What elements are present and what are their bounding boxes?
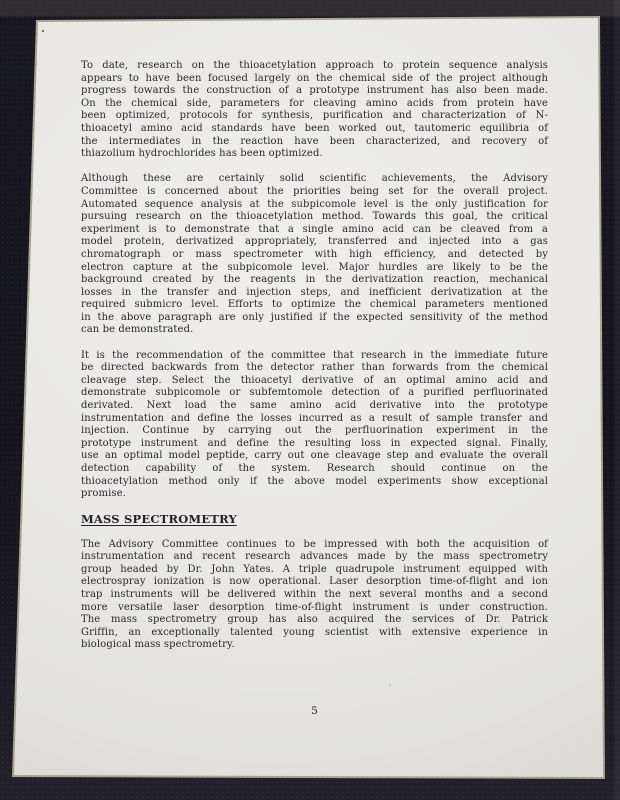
backdrop-edge-highlight: [614, 0, 620, 800]
text-line: been optimized, protocols for synthesis, purification and characterization of N-: [81, 110, 548, 122]
text-line: electron capture at the subpicomole level. Major hurdles are likely to be the: [81, 261, 548, 273]
text-line: appears to have been focused largely on the chemical side of the project although: [81, 72, 548, 84]
text-line: Committee is concerned about the priorities being set for the overall project.: [81, 185, 548, 197]
text-line: losses in the transfer and injection steps, and inefficient derivatization at the: [81, 286, 548, 298]
text-line: thiazolium hydrochlorides has been optimized.: [81, 148, 323, 160]
text-line: be directed backwards from the detector rather than forwards from the chemical: [81, 362, 548, 374]
text-line: group headed by Dr. John Yates. A triple quadrupole instrument equipped with: [81, 563, 548, 575]
text-line: instrumentation and recent research advances made by the mass spectrometry: [81, 551, 548, 563]
text-line: use an optimal model peptide, carry out one cleavage step and evaluate the overall: [81, 450, 548, 462]
text-line: derivated. Next load the same amino acid derivative into the prototype: [81, 400, 548, 412]
text-line: electrospray ionization is now operational. Laser desorption time-of-flight and ion: [81, 576, 548, 588]
text-line: cleavage step. Select the thioacetyl derivative of an optimal amino acid and: [81, 374, 548, 386]
text-line: biological mass spectrometry.: [81, 639, 235, 651]
text-line: background created by the reagents in the derivatization reaction, mechanical: [81, 274, 548, 286]
text-line: experiment is to demonstrate that a single amino acid can be cleaved from a: [81, 223, 548, 235]
text-line: On the chemical side, parameters for cleaving amino acids from protein have: [81, 97, 548, 109]
text-line: injection. Continue by carrying out the perfluorination experiment in the: [81, 425, 548, 437]
paragraph-advisory-concerns: [81, 173, 548, 337]
paragraph-mass-spectrometry-group: [81, 539, 548, 652]
text-line: It is the recommendation of the committee that research in the immediate future: [81, 349, 548, 361]
paper-speck: [42, 30, 44, 32]
text-line: trap instruments will be delivered within the next several months and a second: [81, 588, 548, 600]
text-line: promise.: [81, 488, 126, 500]
paper-speck: [389, 684, 391, 686]
text-line: prototype instrument and define the resulting loss in expected signal. Finally,: [81, 437, 548, 449]
text-line: Although these are certainly solid scientific achievements, the Advisory: [81, 173, 548, 185]
text-line: chromatograph or mass spectrometer with high efficiency, and detected by: [81, 248, 548, 260]
text-line: thioacetyl amino acid standards have been worked out, tautomeric equilibria of: [81, 122, 548, 134]
text-line: To date, research on the thioacetylation approach to protein sequence analysis: [81, 60, 548, 71]
text-line: model protein, derivatized appropriately, transferred and injected into a gas: [81, 236, 548, 248]
section-heading-mass-spectrometry: MASS SPECTROMETRY: [81, 512, 237, 527]
text-line: thioacetylation method only if the above model experiments show exceptional: [81, 475, 548, 487]
text-line: more versatile laser desorption time-of-flight instrument is under construction.: [81, 601, 548, 613]
text-line: detection capability of the system. Research should continue on the: [81, 463, 548, 474]
paragraph-thioacetylation-status: [81, 60, 548, 161]
text-line: pursuing research on the thioacetylation method. Towards this goal, the critical: [81, 211, 548, 223]
text-line: The Advisory Committee continues to be impressed with both the acquisition of: [81, 538, 548, 550]
text-line: The mass spectrometry group has also acquired the services of Dr. Patrick: [81, 614, 548, 626]
text-line: Griffin, an exceptionally talented young scientist with extensive experience in: [81, 626, 548, 638]
text-line: Automated sequence analysis at the subpicomole level is the only justification for: [81, 198, 548, 210]
page-body-text: [81, 60, 548, 665]
text-line: required submicro level. Efforts to optimize the chemical parameters mentioned: [81, 299, 548, 311]
page-number: 5: [311, 705, 318, 717]
text-line: can be demonstrated.: [81, 324, 194, 336]
text-line: the intermediates in the reaction have been characterized, and recovery of: [81, 135, 548, 147]
text-line: in the above paragraph are only justified if the expected sensitivity of the method: [81, 311, 548, 323]
text-line: demonstrate subpicomole or subfemtomole detection of a purified perfluorinated: [81, 387, 548, 399]
text-line: instrumentation and define the losses incurred as a result of sample transfer and: [81, 412, 548, 424]
text-line: progress towards the construction of a prototype instrument has also been made.: [81, 85, 548, 97]
paragraph-committee-recommendation: [81, 350, 548, 501]
